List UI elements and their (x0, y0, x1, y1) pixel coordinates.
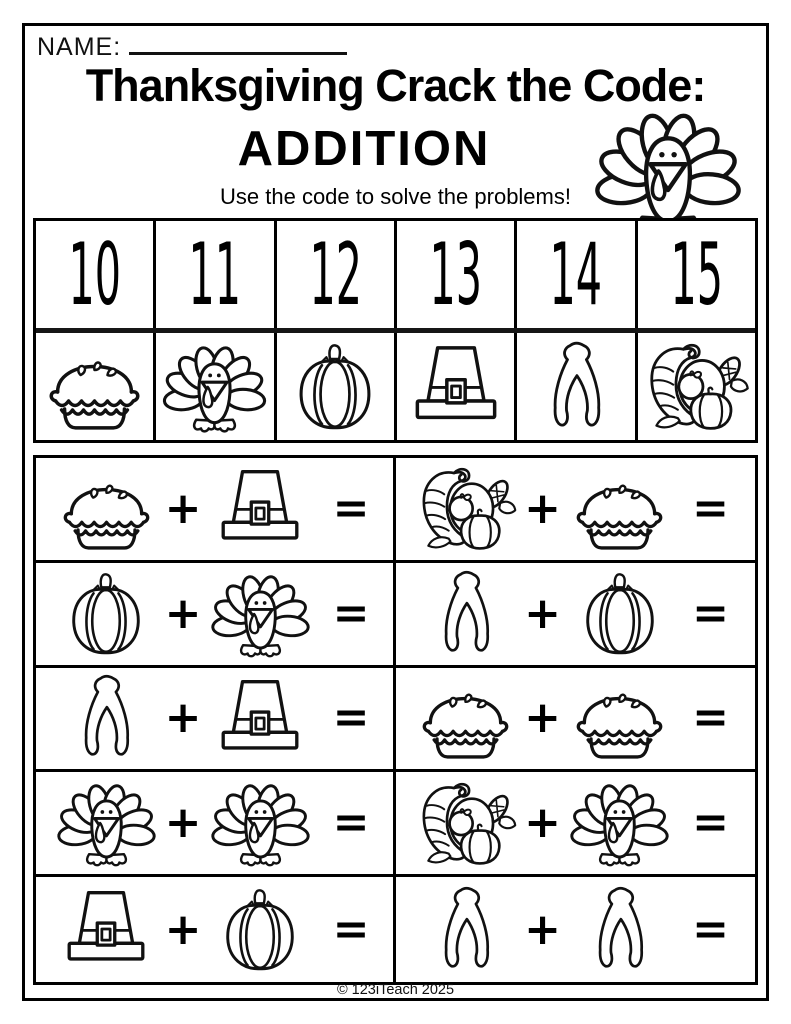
turkey-icon (210, 777, 311, 869)
cornucopia-icon (643, 340, 750, 433)
code-cell-wishbone (517, 333, 637, 440)
cornucopia-icon (415, 464, 517, 553)
equals-sign: = (692, 797, 729, 849)
pie-icon (572, 676, 667, 760)
problem-5-right (396, 877, 756, 982)
addend-slot (408, 569, 524, 659)
plus-sign: + (524, 482, 561, 534)
pie-icon (572, 467, 667, 551)
problem-2-right (396, 563, 756, 668)
name-label: NAME: (37, 33, 122, 61)
plus-sign: + (164, 797, 202, 849)
addend-slot (562, 571, 678, 657)
addend-slot (202, 777, 318, 869)
equals-sign: = (692, 587, 729, 639)
addend-slot (408, 885, 524, 975)
equals-sign: = (692, 692, 729, 744)
addend-slot (48, 467, 164, 551)
pilgrim-hat-icon (214, 676, 306, 761)
code-number-text: 15 (670, 224, 723, 325)
pie-icon (418, 676, 513, 760)
turkey-icon (569, 777, 670, 869)
addend-slot (562, 676, 678, 760)
wishbone-icon (548, 339, 605, 434)
code-icon-row (36, 333, 755, 440)
plus-sign: + (164, 482, 202, 534)
instructions-text: Use the code to solve the problems! (220, 184, 571, 209)
pilgrim-hat-icon (407, 342, 504, 431)
code-number-text: 10 (68, 224, 121, 325)
problem-1-right (396, 458, 756, 563)
addend-slot (48, 777, 164, 869)
code-cell-cornucopia (638, 333, 755, 440)
answer-space[interactable] (730, 877, 756, 982)
problem-2-left (36, 563, 396, 668)
problem-5-left (36, 877, 396, 982)
addend-slot (408, 676, 524, 760)
addend-slot (408, 464, 524, 553)
equals-sign: = (692, 903, 729, 955)
equals-sign: = (332, 482, 370, 534)
code-number-row (36, 221, 755, 333)
code-number-text: 13 (429, 224, 482, 325)
addend-slot (202, 676, 318, 761)
pilgrim-hat-icon (60, 887, 152, 972)
turkey-icon (210, 568, 311, 660)
wishbone-icon (593, 885, 647, 975)
wishbone-icon (439, 885, 493, 975)
code-number-14 (517, 221, 637, 328)
pumpkin-icon (579, 571, 661, 657)
problem-4-left (36, 772, 396, 877)
wishbone-icon (79, 673, 133, 763)
problem-3-left (36, 668, 396, 773)
code-number-10 (36, 221, 156, 328)
name-row (37, 31, 347, 62)
equals-sign: = (332, 587, 370, 639)
addend-slot (562, 467, 678, 551)
plus-sign: + (164, 587, 202, 639)
plus-sign: + (164, 903, 202, 955)
problem-1-left (36, 458, 396, 563)
answer-space[interactable] (730, 458, 756, 560)
answer-space[interactable] (730, 772, 756, 874)
turkey-icon (56, 777, 157, 869)
code-number-11 (156, 221, 276, 328)
problems-table (33, 455, 758, 985)
answer-space[interactable] (730, 563, 756, 665)
footer-credit: © 123iTeach 2025 (336, 982, 455, 998)
wishbone-icon (439, 569, 493, 659)
addend-slot (202, 466, 318, 551)
addend-slot (202, 568, 318, 660)
page-title: Thanksgiving Crack the Code: (85, 60, 706, 111)
pie-icon (59, 467, 154, 551)
code-number-text: 11 (188, 224, 242, 325)
code-cell-pie (36, 333, 156, 440)
answer-space[interactable] (370, 877, 393, 982)
plus-sign: + (524, 797, 561, 849)
code-number-text: 14 (549, 224, 603, 325)
code-number-text: 12 (309, 224, 362, 325)
answer-space[interactable] (370, 772, 393, 874)
code-cell-turkey (156, 333, 276, 440)
pumpkin-icon (292, 341, 378, 431)
pie-icon (45, 342, 145, 430)
equals-sign: = (332, 903, 370, 955)
page-subtitle-addition: ADDITION (237, 122, 491, 176)
problem-3-right (396, 668, 756, 773)
addend-slot (562, 777, 678, 869)
equals-sign: = (692, 482, 729, 534)
answer-space[interactable] (370, 563, 393, 665)
answer-space[interactable] (370, 668, 393, 770)
code-number-15 (638, 221, 755, 328)
equals-sign: = (332, 692, 370, 744)
plus-sign: + (524, 587, 561, 639)
worksheet-page (22, 23, 769, 1001)
equals-sign: = (332, 797, 370, 849)
plus-sign: + (524, 692, 561, 744)
cornucopia-icon (415, 779, 517, 868)
turkey-icon (162, 338, 268, 435)
problem-4-right (396, 772, 756, 877)
addend-slot (408, 779, 524, 868)
addend-slot (48, 673, 164, 763)
code-number-13 (397, 221, 517, 328)
answer-space[interactable] (730, 668, 756, 770)
addend-slot (48, 571, 164, 657)
code-number-12 (277, 221, 397, 328)
plus-sign: + (164, 692, 202, 744)
addend-slot (562, 885, 678, 975)
addend-slot (48, 887, 164, 972)
pilgrim-hat-icon (214, 466, 306, 551)
code-cell-pumpkin (277, 333, 397, 440)
addend-slot (202, 887, 318, 973)
pumpkin-icon (219, 887, 301, 973)
answer-space[interactable] (370, 458, 393, 560)
pumpkin-icon (65, 571, 147, 657)
plus-sign: + (524, 903, 561, 955)
code-cell-pilgrim-hat (397, 333, 517, 440)
code-table (33, 218, 758, 443)
name-fill-line[interactable] (129, 31, 347, 55)
